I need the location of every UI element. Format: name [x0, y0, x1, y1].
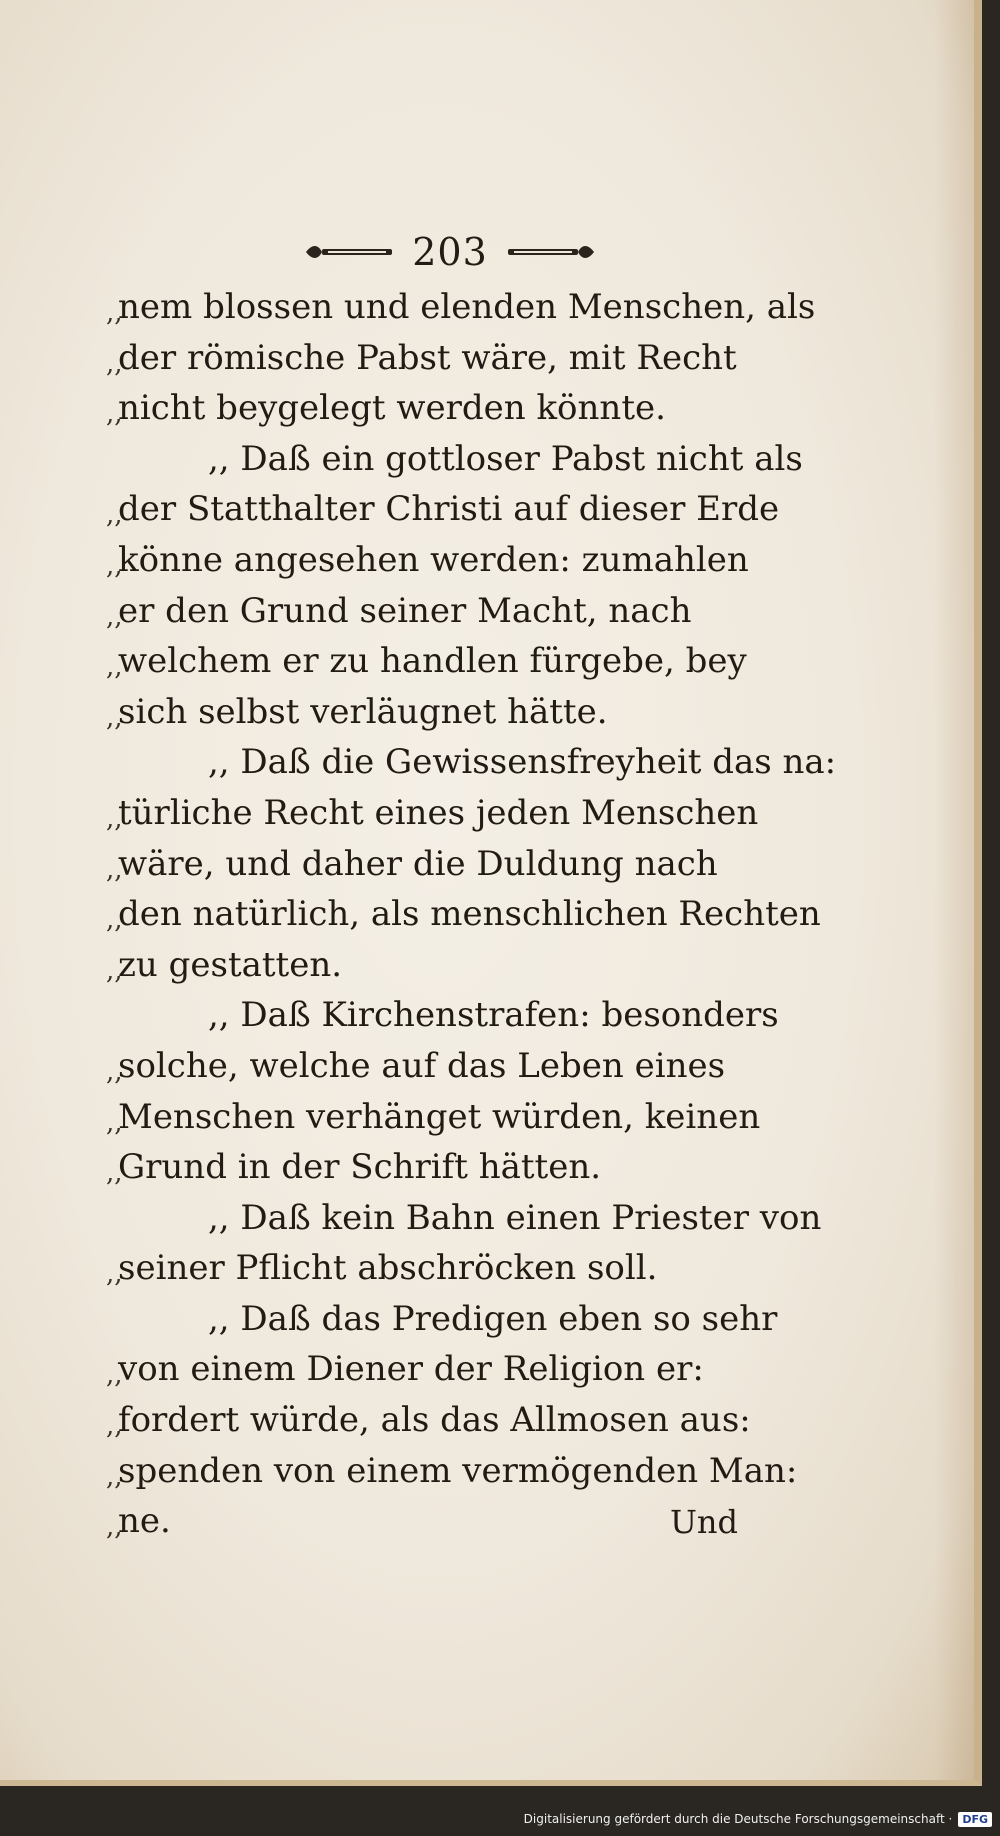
line-text: ne. [118, 1501, 171, 1542]
text-line [106, 282, 816, 333]
line-text: der römische Pabst wäre, mit Recht [118, 337, 737, 378]
quote-mark: ,, [106, 500, 123, 531]
text-line [106, 383, 778, 434]
ornament-left-icon [304, 242, 394, 262]
line-text: zu gestatten. [118, 944, 343, 985]
ornament-right-icon [506, 242, 596, 262]
quote-mark: ,, [106, 298, 123, 328]
quote-mark: ,, [106, 803, 123, 834]
quote-mark: ,, [106, 905, 123, 936]
line-text: den natürlich, als menschlichen Rechten [118, 894, 821, 935]
text-line [106, 333, 778, 384]
page-header [290, 230, 610, 274]
line-text: fordert würde, als das Allmosen aus: [118, 1400, 751, 1441]
text-line [106, 839, 778, 890]
text-line [106, 636, 778, 687]
quote-mark: ,, [106, 399, 123, 430]
line-text: nem blossen und elenden Menschen, als [118, 287, 816, 327]
line-text: der Statthalter Christi auf dieser Erde [118, 489, 780, 530]
quote-mark: ,, [106, 652, 123, 683]
quote-mark: ,, [106, 1158, 123, 1189]
text-line [106, 586, 778, 637]
line-text: könne angesehen werden: zumahlen [118, 539, 749, 580]
quote-mark: ,, [106, 601, 123, 632]
line-text: seiner Pflicht abschröcken soll. [118, 1248, 658, 1289]
quote-mark: ,, [106, 1411, 123, 1442]
text-line [118, 990, 778, 1041]
quote-mark: ,, [106, 1259, 123, 1290]
text-line [106, 1142, 778, 1193]
line-text: welchem er zu handlen fürgebe, bey [118, 641, 747, 682]
line-text: ,, Daß das Predigen eben so sehr [208, 1298, 778, 1339]
dfg-logo: DFG [958, 1812, 992, 1827]
text-line [118, 1193, 822, 1244]
page-number: 203 [412, 230, 488, 274]
line-text: von einem Diener der Religion er: [118, 1349, 704, 1390]
text-line [106, 1092, 778, 1143]
text-line [106, 1446, 798, 1497]
footer-credit [524, 1808, 992, 1830]
text-line [118, 1294, 778, 1345]
text-line [106, 687, 778, 738]
text-line [106, 1395, 778, 1446]
line-text: er den Grund seiner Macht, nach [118, 590, 692, 631]
line-text: wäre, und daher die Duldung nach [118, 843, 718, 884]
quote-mark: ,, [106, 1512, 123, 1543]
text-line [106, 535, 778, 586]
quote-mark: ,, [106, 955, 123, 986]
line-text: ,, Daß ein gottloser Pabst nicht als [208, 438, 803, 479]
text-line [106, 1041, 778, 1092]
line-text: solche, welche auf das Leben eines [118, 1045, 726, 1086]
quote-mark: ,, [106, 1107, 123, 1138]
line-text: sich selbst verläugnet hätte. [118, 691, 608, 732]
line-text: ,, Daß kein Bahn einen Priester von [208, 1197, 822, 1238]
line-text: ,, Daß die Gewissensfreyheit das na: [208, 742, 837, 783]
text-line [106, 788, 778, 839]
quote-mark: ,, [106, 1360, 123, 1391]
quote-mark: ,, [106, 702, 123, 733]
line-text: spenden von einem vermögenden Man: [118, 1450, 798, 1491]
catchword: Und [669, 1503, 738, 1541]
quote-mark: ,, [106, 550, 123, 581]
text-line [106, 940, 778, 991]
text-line [118, 434, 803, 485]
text-line [106, 1243, 778, 1294]
catchword-line [118, 1497, 778, 1548]
quote-mark: ,, [106, 1056, 123, 1087]
text-line [106, 484, 780, 535]
text-line [106, 889, 821, 940]
line-text: ,, Daß Kirchenstrafen: besonders [208, 995, 779, 1036]
text-line [118, 737, 837, 788]
body-text [106, 282, 837, 1547]
quote-mark: ,, [106, 348, 123, 379]
line-text: Menschen verhänget würden, keinen [118, 1096, 761, 1137]
footer-credit-text: Digitalisierung gefördert durch die Deutsche Forschungsgemeinschaft · [523, 1812, 953, 1826]
line-text: Grund in der Schrift hätten. [118, 1147, 602, 1188]
quote-mark: ,, [106, 854, 123, 885]
quote-mark: ,, [106, 1461, 123, 1492]
line-text: nicht beygelegt werden könnte. [118, 388, 666, 429]
text-line [106, 1344, 778, 1395]
line-text: türliche Recht eines jeden Menschen [118, 792, 759, 833]
